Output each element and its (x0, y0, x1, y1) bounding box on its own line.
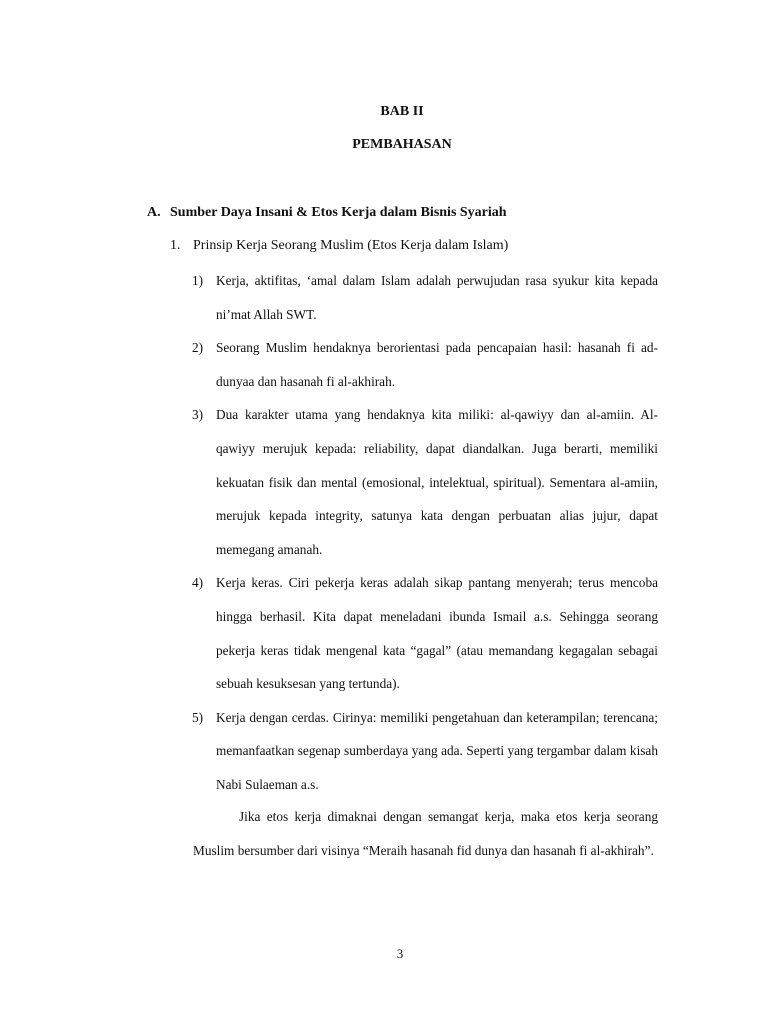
chapter-title: PEMBAHASAN (352, 137, 452, 152)
closing-paragraph: Jika etos kerja dimaknai dengan semangat kerja, maka etos kerja seorang Muslim bersumber dari visinya “Meraih hasanah fid dunya dan hasanah fi al-akhirah”. (193, 809, 658, 858)
page-number: 3 (396, 946, 404, 961)
principles-list (192, 264, 658, 802)
subsection-number: 1. (170, 238, 181, 253)
list-item-text: Kerja dengan cerdas. Cirinya: memiliki pengetahuan dan keterampilan; terencana; memanfaatkan segenap sumberdaya yang ada. Seperti yang tergambar dalam kisah Nabi Sulaeman a.s. (216, 709, 658, 792)
list-item (192, 566, 658, 700)
section-letter: A. (147, 205, 161, 220)
list-item-text: Kerja keras. Ciri pekerja keras adalah sikap pantang menyerah; terus mencoba hingga berhasil. Kita dapat meneladani ibunda Ismail a.s. Sehingga seorang pekerja keras tidak mengenal kata “gagal” (atau memandang kegagalan sebagai sebuah kesuksesan yang tertunda). (216, 575, 658, 692)
subsection-heading (170, 238, 508, 254)
list-item-text: Dua karakter utama yang hendaknya kita miliki: al-qawiyy dan al-amiin. Al-qawiyy merujuk kepada: reliability, dapat diandalkan. Juga berarti, memiliki kekuatan fisik dan mental (emosional, intelektual, spiritual). Sementara al-amiin, merujuk kepada integrity, satunya kata dengan perbuatan alias jujur, dapat memegang amanah. (216, 407, 658, 557)
list-item (192, 264, 658, 331)
list-item (192, 398, 658, 566)
chapter-label: BAB II (380, 104, 424, 119)
list-item-marker: 2) (192, 340, 204, 356)
subsection-title: Prinsip Kerja Seorang Muslim (Etos Kerja dalam Islam) (193, 238, 509, 253)
list-item-marker: 3) (192, 407, 204, 423)
list-item-marker: 1) (192, 273, 204, 288)
list-item-marker: 4) (192, 575, 204, 591)
list-item (192, 331, 658, 398)
list-item-text: Kerja, aktifitas, ‘amal dalam Islam adalah perwujudan rasa syukur kita kepada ni’mat Allah SWT. (216, 273, 658, 322)
section-heading (147, 205, 507, 221)
list-item (192, 701, 658, 802)
list-item-text: Seorang Muslim hendaknya berorientasi pada pencapaian hasil: hasanah fi ad-dunyaa dan hasanah fi al-akhirah. (216, 340, 658, 389)
list-item-marker: 5) (192, 709, 204, 725)
section-title: Sumber Daya Insani & Etos Kerja dalam Bisnis Syariah (170, 205, 507, 220)
